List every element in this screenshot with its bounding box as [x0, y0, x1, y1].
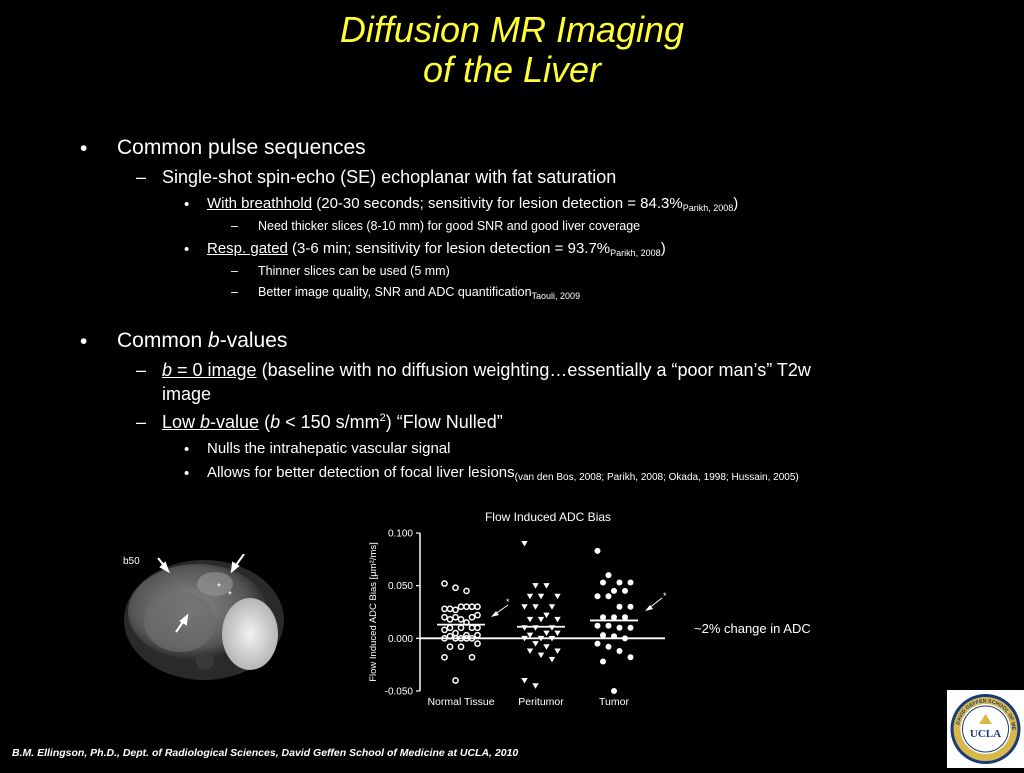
adc-change-note: ~2% change in ADC	[694, 621, 811, 636]
data-point-tumor	[600, 632, 606, 638]
bullet-text: )	[660, 240, 666, 257]
bullet-nulls-signal: Nulls the intrahepatic vascular signal	[207, 440, 451, 457]
data-point-tumor	[611, 588, 617, 594]
bullet-text-italic: b	[162, 360, 173, 380]
data-point-tumor	[606, 572, 612, 578]
data-point-tumor	[595, 548, 601, 554]
bullet-text-italic: b	[208, 329, 220, 352]
annotation-asterisk: *	[663, 591, 667, 601]
bullet-resp-gated	[207, 240, 666, 258]
bullet-b0-image-cont: image	[162, 384, 212, 404]
bullet-marker: •	[184, 241, 190, 258]
y-tick-label: 0.050	[387, 581, 413, 593]
underlined-term: With breathhold	[207, 195, 313, 212]
bullet-pulse-sequences: Common pulse sequences	[117, 136, 366, 159]
mri-asterisk-2: *	[228, 590, 232, 601]
mri-label: b50	[123, 556, 140, 567]
bullet-marker: •	[184, 465, 190, 482]
bullet-marker: •	[184, 441, 190, 458]
bullet-thicker-slices: Need thicker slices (8-10 mm) for good SNR and good liver coverage	[258, 219, 641, 233]
bullet-text: (	[259, 412, 271, 432]
data-point-tumor	[606, 623, 612, 629]
underlined-term	[162, 360, 257, 380]
underlined-term	[162, 412, 259, 432]
bullet-text: < 150 s/mm	[280, 412, 380, 432]
title-line-2: of the Liver	[422, 49, 602, 90]
bullet-text: Allows for better detection of focal liver lesions	[207, 464, 515, 481]
dash-marker: –	[231, 219, 238, 233]
data-point-tumor	[622, 588, 628, 594]
data-point-tumor	[611, 614, 617, 620]
bullet-text-italic: b	[270, 412, 281, 432]
citation: Parikh, 2008	[610, 248, 661, 258]
y-axis-label: Flow Induced ADC Bias [µm²/ms]	[368, 542, 379, 682]
adc-bias-chart	[360, 505, 680, 720]
data-point-tumor	[611, 688, 617, 694]
bullet-text: ) “Flow Nulled”	[385, 412, 503, 432]
ucla-seal-logo	[947, 690, 1024, 768]
data-point-tumor	[600, 614, 606, 620]
mri-asterisk-1: *	[217, 582, 221, 593]
bullet-breathhold	[207, 195, 738, 213]
svg-text:UCLA: UCLA	[969, 728, 1002, 740]
bullet-b-values	[117, 329, 287, 353]
data-point-tumor	[622, 635, 628, 641]
data-point-tumor	[595, 641, 601, 647]
svg-text:DAVID GEFFEN SCHOOL OF MEDICIN: DAVID GEFFEN SCHOOL OF ME	[955, 698, 1017, 731]
citation: Taouli, 2009	[531, 291, 581, 301]
bullet-text: (20-30 seconds; sensitivity for lesion detection = 84.3%	[312, 195, 683, 212]
dash-marker: –	[231, 285, 238, 299]
data-point-tumor	[617, 625, 623, 631]
bullet-low-b-value	[162, 412, 503, 433]
bullet-marker: •	[184, 196, 190, 213]
y-tick-label: 0.000	[387, 633, 413, 645]
superscript: 2	[379, 412, 386, 424]
chart-svg	[360, 505, 680, 720]
data-point-tumor	[595, 593, 601, 599]
bullet-text: = 0 image	[172, 360, 257, 380]
dash-marker: –	[136, 412, 147, 432]
slide-title	[0, 10, 1024, 90]
data-point-tumor	[611, 633, 617, 639]
bullet-text: -values	[219, 329, 288, 352]
data-point-tumor	[617, 648, 623, 654]
x-category-label: Normal Tissue	[427, 696, 495, 708]
bullet-focal-lesions	[207, 464, 799, 483]
data-point-tumor	[628, 604, 634, 610]
data-point-tumor	[606, 644, 612, 650]
data-point-tumor	[606, 593, 612, 599]
data-point-tumor	[628, 625, 634, 631]
dash-marker: –	[136, 167, 147, 187]
y-tick-label: 0.100	[387, 528, 413, 540]
bullet-text: (3-6 min; sensitivity for lesion detection = 93.7%	[287, 240, 611, 257]
annotation-asterisk: *	[506, 597, 510, 607]
bullet-single-shot: Single-shot spin-echo (SE) echoplanar with fat saturation	[162, 167, 617, 187]
data-point-tumor	[628, 654, 634, 660]
underlined-term: Resp. gated	[207, 240, 288, 257]
bullet-text: )	[733, 195, 739, 212]
x-category-label: Tumor	[599, 696, 629, 708]
data-point-tumor	[595, 623, 601, 629]
bullet-marker: •	[80, 137, 88, 160]
bullet-b0-image	[162, 360, 811, 381]
data-point-tumor	[622, 614, 628, 620]
chart-title: Flow Induced ADC Bias	[484, 510, 612, 524]
title-line-1: Diffusion MR Imaging	[339, 9, 685, 50]
seal-graphic	[947, 690, 1024, 768]
bullet-thinner-slices: Thinner slices can be used (5 mm)	[258, 264, 450, 278]
dash-marker: –	[136, 360, 147, 380]
x-category-label: Peritumor	[518, 696, 564, 708]
footer-credit: B.M. Ellingson, Ph.D., Dept. of Radiological Sciences, David Geffen School of Medicine at UCLA, 2010	[12, 747, 519, 759]
bullet-text: -value	[210, 412, 260, 432]
bullet-text: Common	[117, 329, 209, 352]
citation: (van den Bos, 2008; Parikh, 2008; Okada, 1998; Hussain, 2005)	[514, 472, 799, 483]
dash-marker: –	[231, 264, 238, 278]
data-point-tumor	[600, 659, 606, 665]
liver-mri-image	[120, 554, 289, 681]
mri-arrows	[120, 554, 289, 681]
y-tick-label: -0.050	[384, 686, 413, 698]
data-point-tumor	[600, 580, 606, 586]
data-point-tumor	[617, 604, 623, 610]
bullet-text: Better image quality, SNR and ADC quantification	[258, 285, 532, 299]
bullet-text-italic: b	[200, 412, 211, 432]
bullet-better-quality	[258, 285, 580, 301]
bullet-marker: •	[80, 330, 88, 353]
data-point-tumor	[617, 580, 623, 586]
bullet-text: (baseline with no diffusion weighting…essentially a “poor man’s” T2w	[256, 360, 811, 380]
bullet-text: Low	[162, 412, 201, 432]
citation: Parikh, 2008	[682, 203, 734, 213]
data-point-tumor	[628, 580, 634, 586]
